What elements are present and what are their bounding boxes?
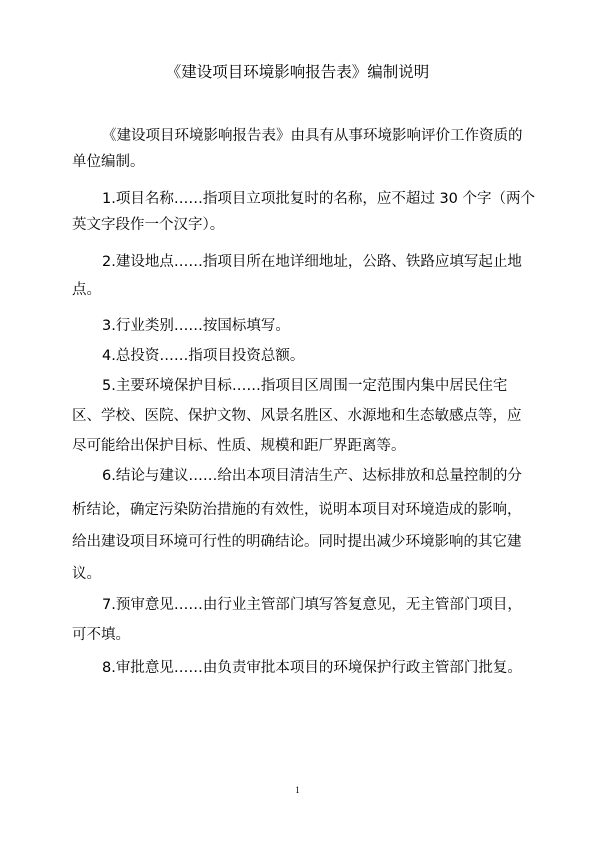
item-4-line: 4.总投资……指项目投资总额。 [102,348,305,364]
item-7-line: 7.预审意见……由行业主管部门填写答复意见，无主管部门项目， [102,597,522,613]
item-6-line: 6.结论与建议……给出本项目清洁生产、达标排放和总量控制的分 [102,468,522,484]
item-2-line: 点。 [72,282,101,298]
item-1-line: 1.项目名称……指项目立项批复时的名称，应不超过 30 个字（两个 [102,191,536,207]
page-number: 1 [295,785,300,795]
item-7-line: 可不填。 [72,627,130,643]
item-5-line: 5.主要环境保护目标……指项目区周围一定范围内集中居民住宅 [102,378,508,394]
item-2-line: 2.建设地点……指项目所在地详细地址，公路、铁路应填写起止地 [102,254,522,270]
item-3-line: 3.行业类别……按国标填写。 [102,318,290,334]
item-5-line: 尽可能给出保护目标、性质、规模和距厂界距离等。 [72,438,406,454]
document-title: 《建设项目环境影响报告表》编制说明 [165,63,430,81]
item-6-line: 析结论，确定污染防治措施的有效性，说明本项目对环境造成的影响， [72,502,522,518]
intro-line: 《建设项目环境影响报告表》由具有从事环境影响评价工作资质的 [102,128,523,144]
item-8-line: 8.审批意见……由负责审批本项目的环境保护行政主管部门批复。 [102,660,522,676]
intro-line: 单位编制。 [72,154,145,170]
item-5-line: 区、学校、医院、保护文物、风景名胜区、水源地和生态敏感点等，应 [72,408,522,424]
item-6-line: 给出建设项目环境可行性的明确结论。同时提出减少环境影响的其它建 [72,534,522,550]
item-1-line: 英文字段作一个汉字）。 [72,217,225,233]
item-6-line: 议。 [72,566,101,582]
